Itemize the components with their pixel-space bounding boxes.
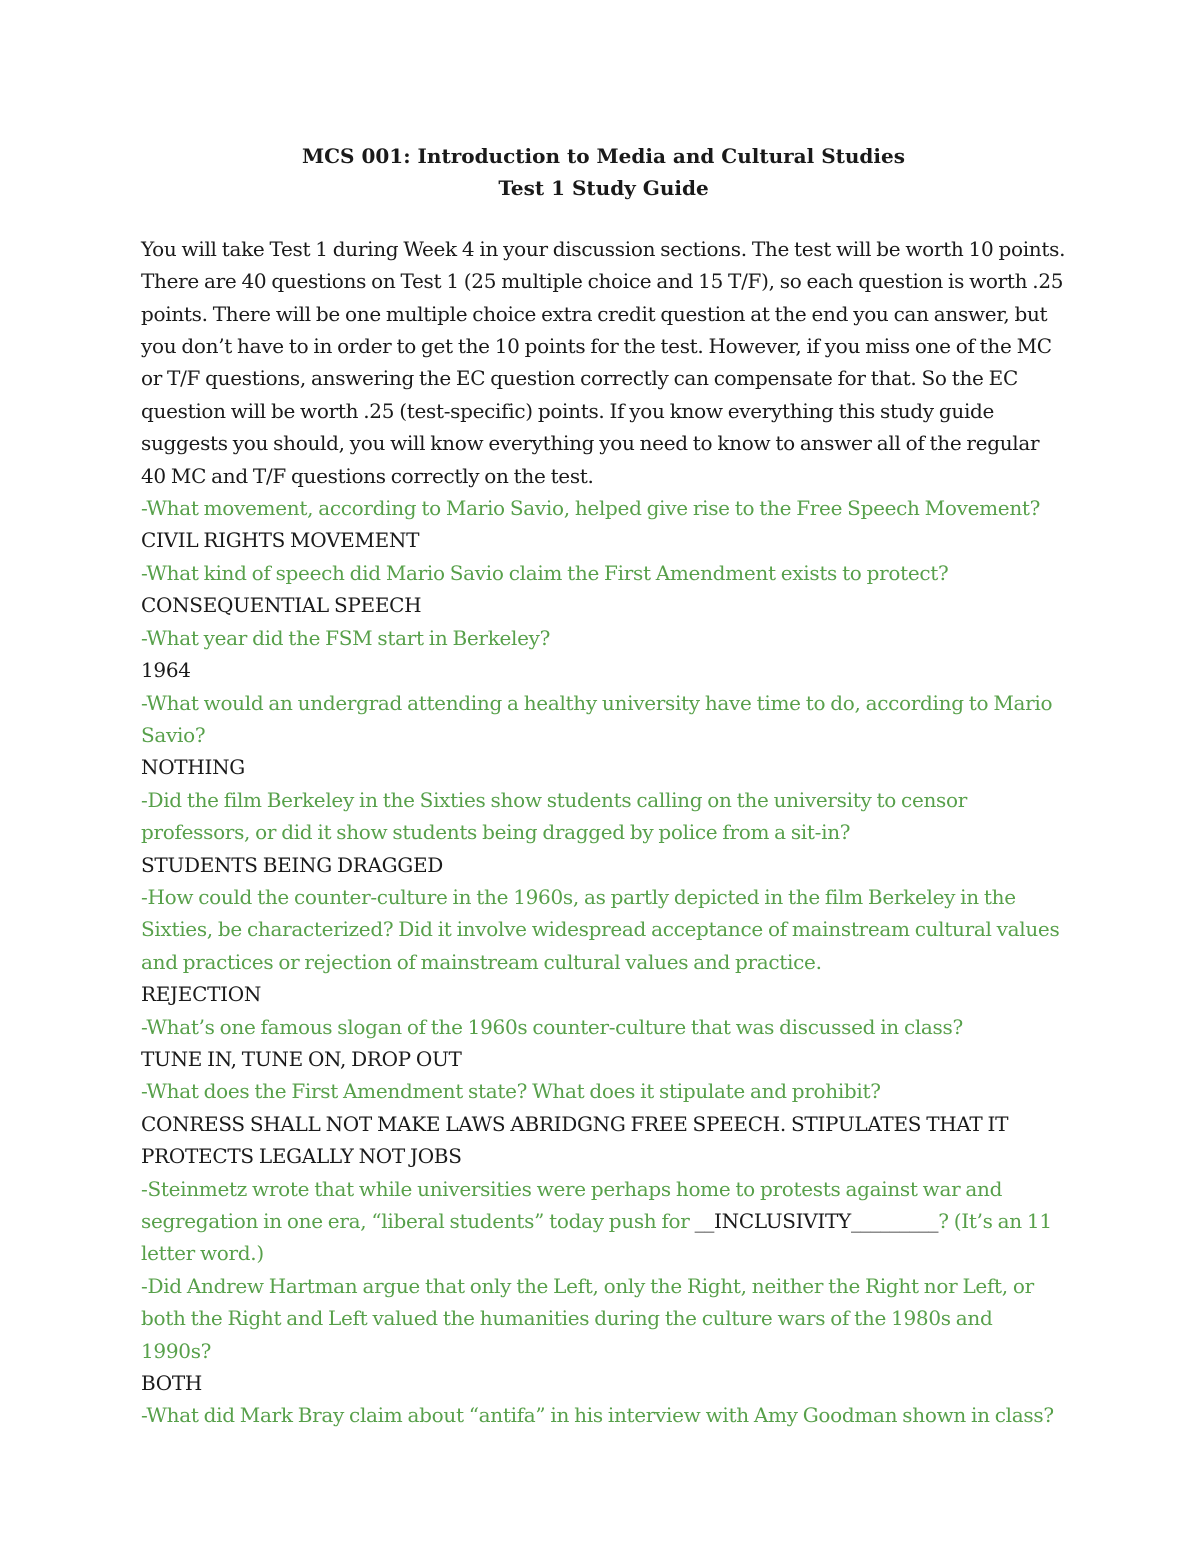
answer-8: CONRESS SHALL NOT MAKE LAWS ABRIDGNG FREE SPEECH. STIPULATES THAT IT PROTECTS LEGALLY NOT JOBS — [141, 1111, 1009, 1169]
fill-blank-after: ? (It’s an 11 letter word.) — [141, 1209, 1052, 1266]
question-2: -What kind of speech did Mario Savio claim the First Amendment exists to protect? — [141, 560, 949, 585]
answer-6: REJECTION — [141, 982, 262, 1007]
question-9: -Did Andrew Hartman argue that only the Left, only the Right, neither the Right nor Left, or both the Right and Left valued the humanities during the culture wars of the 1980s and 1990s? — [141, 1273, 1034, 1363]
guide-title: Test 1 Study Guide — [498, 176, 709, 201]
question-5: -Did the film Berkeley in the Sixties show students calling on the university to censor professors, or did it show students being dragged by police from a sit-in? — [141, 787, 968, 845]
fill-blank-before: -Steinmetz wrote that while universities were perhaps home to protests against war and segregation in one era, “liberal students” today push for — [141, 1176, 1003, 1233]
document-page — [141, 140, 1066, 1432]
answer-9: BOTH — [141, 1371, 203, 1396]
question-3: -What year did the FSM start in Berkeley? — [141, 625, 551, 650]
answer-2: CONSEQUENTIAL SPEECH — [141, 593, 422, 618]
answer-3: 1964 — [141, 658, 191, 683]
question-7: -What’s one famous slogan of the 1960s counter-culture that was discussed in class? — [141, 1014, 963, 1039]
answer-1: CIVIL RIGHTS MOVEMENT — [141, 528, 420, 553]
question-fill-blank — [141, 1173, 1066, 1270]
fill-blank-answer: __INCLUSIVITY_________ — [694, 1209, 939, 1233]
question-8: -What does the First Amendment state? What does it stipulate and prohibit? — [141, 1079, 881, 1104]
question-1: -What movement, according to Mario Savio, helped give rise to the Free Speech Movement? — [141, 496, 1041, 521]
intro-paragraph: You will take Test 1 during Week 4 in your discussion sections. The test will be worth 10 points. There are 40 questions on Test 1 (25 multiple choice and 15 T/F), so each question is worth .25 points. There will be one multiple choice extra credit question at the end you can answer, but you don’t have to in order to get the 10 points for the test. However, if you miss one of the MC or T/F questions, answering the EC question correctly can compensate for that. So the EC question will be worth .25 (test-specific) points. If you know everything this study guide suggests you should, you will know everything you need to know to answer all of the regular 40 MC and T/F questions correctly on the test. — [141, 236, 1066, 488]
question-6: -How could the counter-culture in the 1960s, as partly depicted in the film Berkeley in the Sixties, be characterized? Did it involve widespread acceptance of mainstream cultural values and practices or rejection of mainstream cultural values and practice. — [141, 884, 1060, 974]
answer-7: TUNE IN, TUNE ON, DROP OUT — [141, 1046, 462, 1071]
course-title: MCS 001: Introduction to Media and Cultural Studies — [302, 144, 905, 168]
question-10: -What did Mark Bray claim about “antifa” in his interview with Amy Goodman shown in class? — [141, 1403, 1054, 1428]
answer-5: STUDENTS BEING DRAGGED — [141, 852, 443, 877]
question-4: -What would an undergrad attending a healthy university have time to do, according to Mario Savio? — [141, 690, 1053, 747]
title-block — [141, 140, 1066, 205]
answer-4: NOTHING — [141, 755, 245, 780]
